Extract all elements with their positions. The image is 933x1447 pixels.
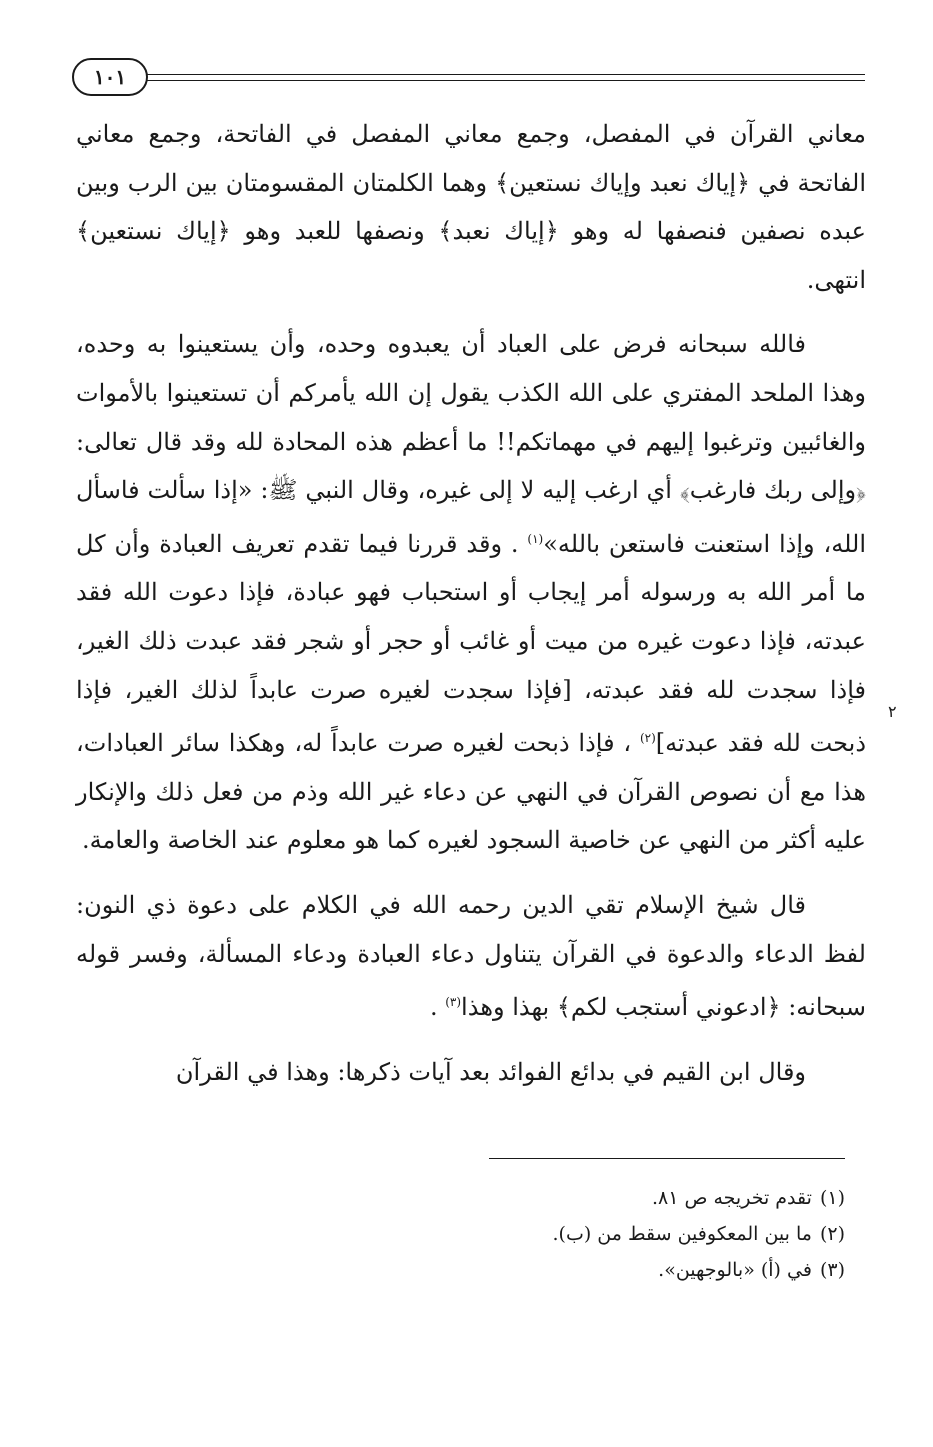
paragraph-3-part-2: . (429, 993, 438, 1022)
footnote-ref-2: (٢) (639, 731, 656, 746)
paragraph-1: معاني القرآن في المفصل، وجمع معاني المفصل في الفاتحة، وجمع معاني الفاتحة في ﴿إياك نعبد وإياك نستعين﴾ وهما الكلمتان المقسومتان بين الرب وبين عبده نصفين فنصفها له وهو ﴿إياك نعبد﴾ ونصفها للعبد وهو ﴿إياك نستعين﴾ انتهى. (76, 120, 867, 294)
footnotes (300, 1180, 845, 1288)
header-rule (140, 74, 865, 81)
footnote-text: ما بين المعكوفين سقط من (ب). (552, 1223, 812, 1245)
paragraph-3 (76, 881, 866, 1032)
paragraph-3-part-1: قال شيخ الإسلام تقي الدين رحمه الله في الكلام على دعوة ذي النون: لفظ الدعاء والدعوة في القرآن يتناول دعاء العبادة ودعاء المسألة، وفسر قوله سبحانه: ﴿ادعوني أستجب لكم﴾ بهذا وهذا (76, 890, 866, 1022)
paragraph-2-part-3: ، فإذا ذبحت لغيره صرت عابداً له، وهكذا سائر العبادات، هذا مع أن نصوص القرآن في النهي عن دعاء غير الله وذم من فعل ذلك والإنكار عليه أكثر من النهي عن خاصية السجود لغيره كما هو معلوم عند الخاصة والعامة. (76, 729, 866, 855)
paragraph-2-part-1: فالله سبحانه فرض على العباد أن يعبدوه وحده، وأن يستعينوا به وحده، وهذا الملحد المفتري على الله الكذب يقول إن الله يأمركم أن تستعينوا بالأموات والغائبين وترغبوا إليهم في مهماتكم!! ما أعظم هذه المحادة لله وقد قال تعالى: ﴿وإلى ربك فارغب﴾ أي ارغب إليه لا إلى غيره، وقال النبي ﷺ: «إذا سألت فاسأل الله، وإذا استعنت فاستعن بالله» (76, 330, 866, 558)
margin-mark: ٢ (888, 702, 897, 721)
footnote-number: (٢) (819, 1223, 845, 1245)
footnote-ref-3: (٣) (445, 995, 462, 1010)
footnote-ref-1: (١) (527, 531, 544, 546)
footnote-divider (489, 1158, 845, 1159)
paragraph-2-part-2: . وقد قررنا فيما تقدم تعريف العبادة وأن كل ما أمر الله به ورسوله أمر إيجاب أو استحباب فهو عبادة، فإذا دعوت الله فقد عبدته، فإذا دعوت غيره من ميت أو غائب أو حجر أو شجر فقد عبدت ذلك الغير، فإذا سجدت لله فقد عبدته، [فإذا سجدت لغيره صرت عابداً لذلك الغير، فإذا ذبحت لله فقد عبدته] (76, 529, 867, 758)
footnote-text: تقدم تخريجه ص ٨١. (651, 1187, 812, 1209)
main-text (76, 110, 866, 1096)
footnote-2 (300, 1216, 845, 1252)
page-number-text: ١٠١ (93, 65, 127, 89)
footnote-3 (300, 1252, 845, 1288)
footnote-text: في (أ) «بالوجهين». (658, 1259, 812, 1281)
footnote-number: (٣) (819, 1259, 845, 1281)
paragraph-2 (76, 320, 866, 865)
page-number (72, 58, 148, 96)
footnote-1 (300, 1180, 845, 1216)
paragraph-4: وقال ابن القيم في بدائع الفوائد بعد آيات ذكرها: وهذا في القرآن (175, 1057, 806, 1086)
footnote-number: (١) (819, 1187, 845, 1209)
